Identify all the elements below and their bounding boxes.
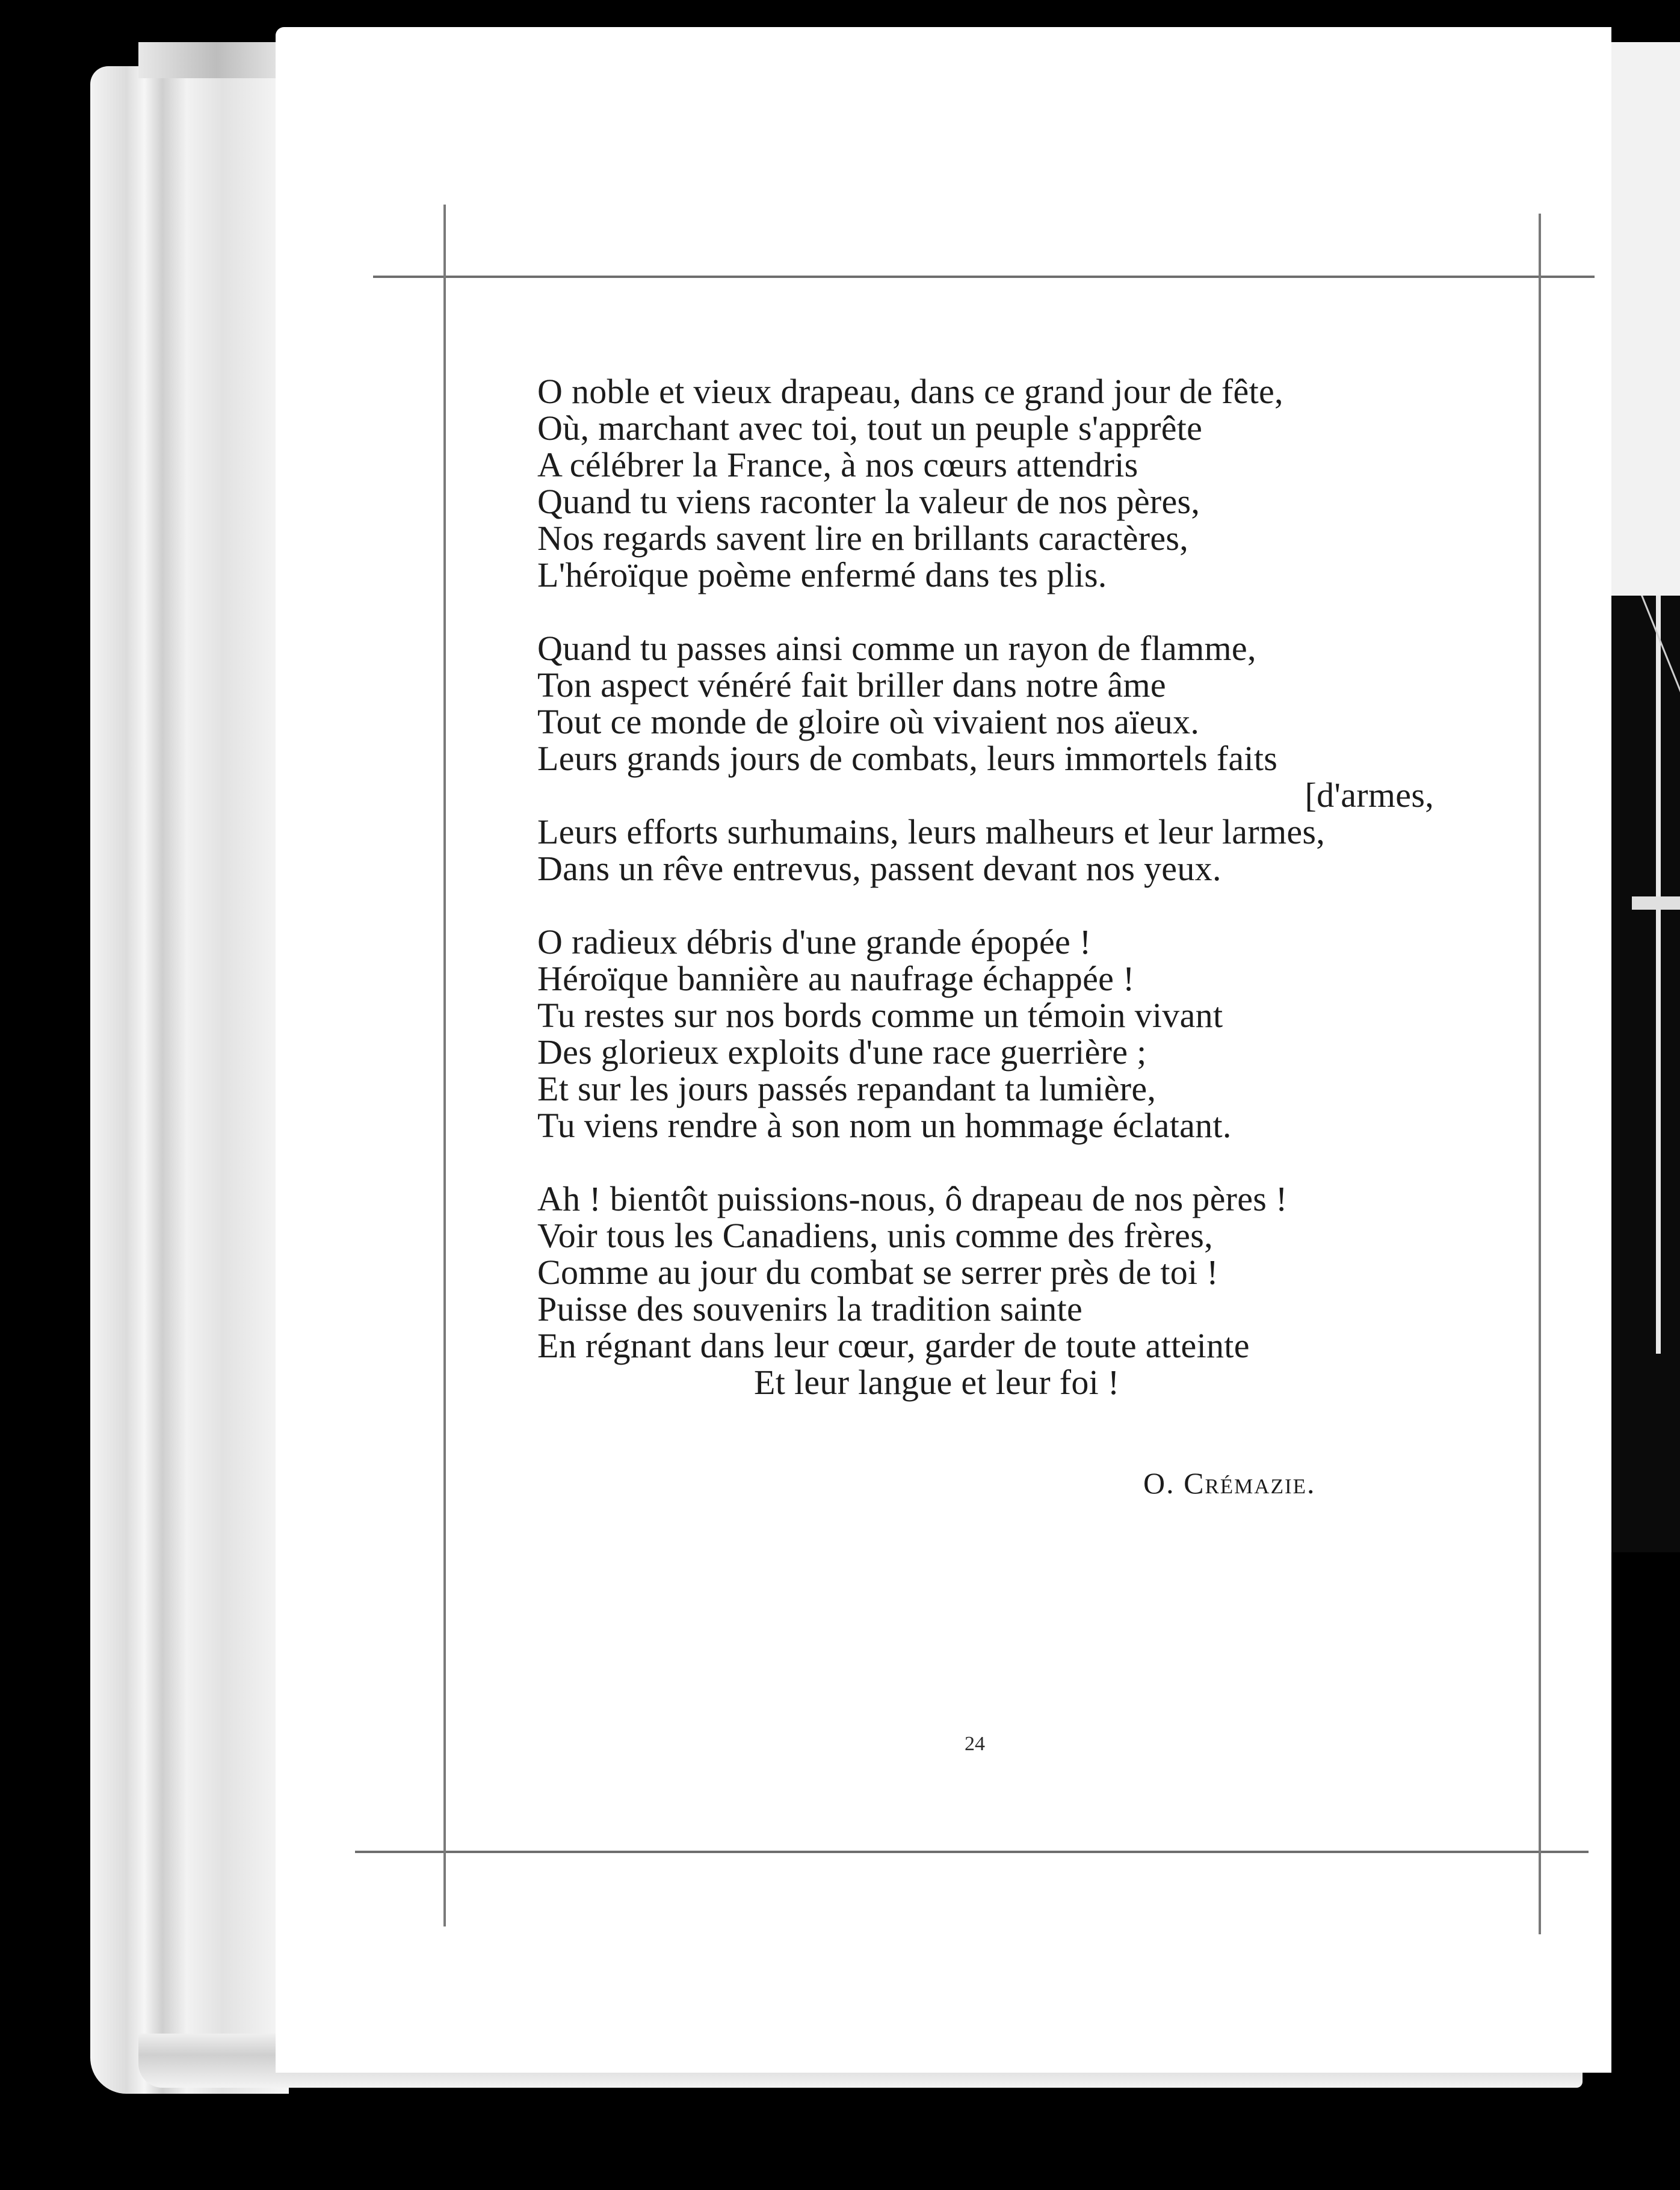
poem-line: Leurs efforts surhumains, leurs malheurs et leur larmes, [537, 812, 1326, 851]
flagpole-shape [1656, 596, 1661, 1354]
frame-bottom-rule [355, 1851, 1589, 1853]
poem-line: L'héroïque poème enfermé dans tes plis. [537, 555, 1107, 594]
poem-line: Tu restes sur nos bords comme un témoin vivant [537, 996, 1223, 1035]
poem [537, 373, 1476, 1437]
poem-line: Tu viens rendre à son nom un hommage éclatant. [537, 1106, 1232, 1145]
poem-line: En régnant dans leur cœur, garder de toute atteinte [537, 1326, 1250, 1365]
frame-left-rule [443, 205, 446, 1926]
poem-line-continuation: [d'armes, [1305, 776, 1434, 815]
poem-line: Quand tu viens raconter la valeur de nos pères, [537, 482, 1200, 521]
page-number: 24 [965, 1733, 985, 1755]
poem-line: Leurs grands jours de combats, leurs immortels faits [537, 739, 1278, 778]
stanza [537, 630, 1476, 887]
author-initial: O. [1143, 1466, 1175, 1500]
poem-line: Dans un rêve entrevus, passent devant nos yeux. [537, 849, 1221, 888]
author-name: Crémazie. [1184, 1466, 1316, 1500]
poem-line: O noble et vieux drapeau, dans ce grand jour de fête, [537, 372, 1283, 411]
poem-line: Comme au jour du combat se serrer près de toi ! [537, 1253, 1218, 1292]
poem-line: Voir tous les Canadiens, unis comme des frères, [537, 1216, 1213, 1255]
poem-line: Quand tu passes ainsi comme un rayon de flamme, [537, 629, 1256, 668]
poem-line: Et leur langue et leur foi ! [754, 1363, 1120, 1402]
author-signature [1143, 1466, 1384, 1501]
book-page-edges [90, 66, 289, 2094]
poem-line: Héroïque bannière au naufrage échappée ! [537, 959, 1135, 998]
frame-right-rule [1539, 214, 1541, 1934]
frame-top-rule [373, 276, 1595, 278]
poem-line: Des glorieux exploits d'une race guerrière ; [537, 1032, 1147, 1072]
poem-line: Puisse des souvenirs la tradition sainte [537, 1289, 1083, 1328]
poem-line: Nos regards savent lire en brillants caractères, [537, 519, 1189, 558]
poem-line: Ah ! bientôt puissions-nous, ô drapeau de nos pères ! [537, 1179, 1288, 1218]
stanza [537, 373, 1476, 593]
poem-line: Et sur les jours passés repandant ta lumière, [537, 1069, 1157, 1108]
crossbar-shape [1632, 896, 1680, 910]
stanza [537, 924, 1476, 1144]
stanza [537, 1180, 1476, 1401]
facing-page-edge [1602, 42, 1680, 602]
poem-line: A célébrer la France, à nos cœurs attendris [537, 445, 1138, 484]
poem-line: O radieux débris d'une grande épopée ! [537, 922, 1092, 961]
poem-line: Tout ce monde de gloire où vivaient nos aïeux. [537, 702, 1200, 741]
poem-line: Où, marchant avec toi, tout un peuple s'apprête [537, 409, 1203, 448]
poem-line: Ton aspect vénéré fait briller dans notre âme [537, 665, 1166, 705]
